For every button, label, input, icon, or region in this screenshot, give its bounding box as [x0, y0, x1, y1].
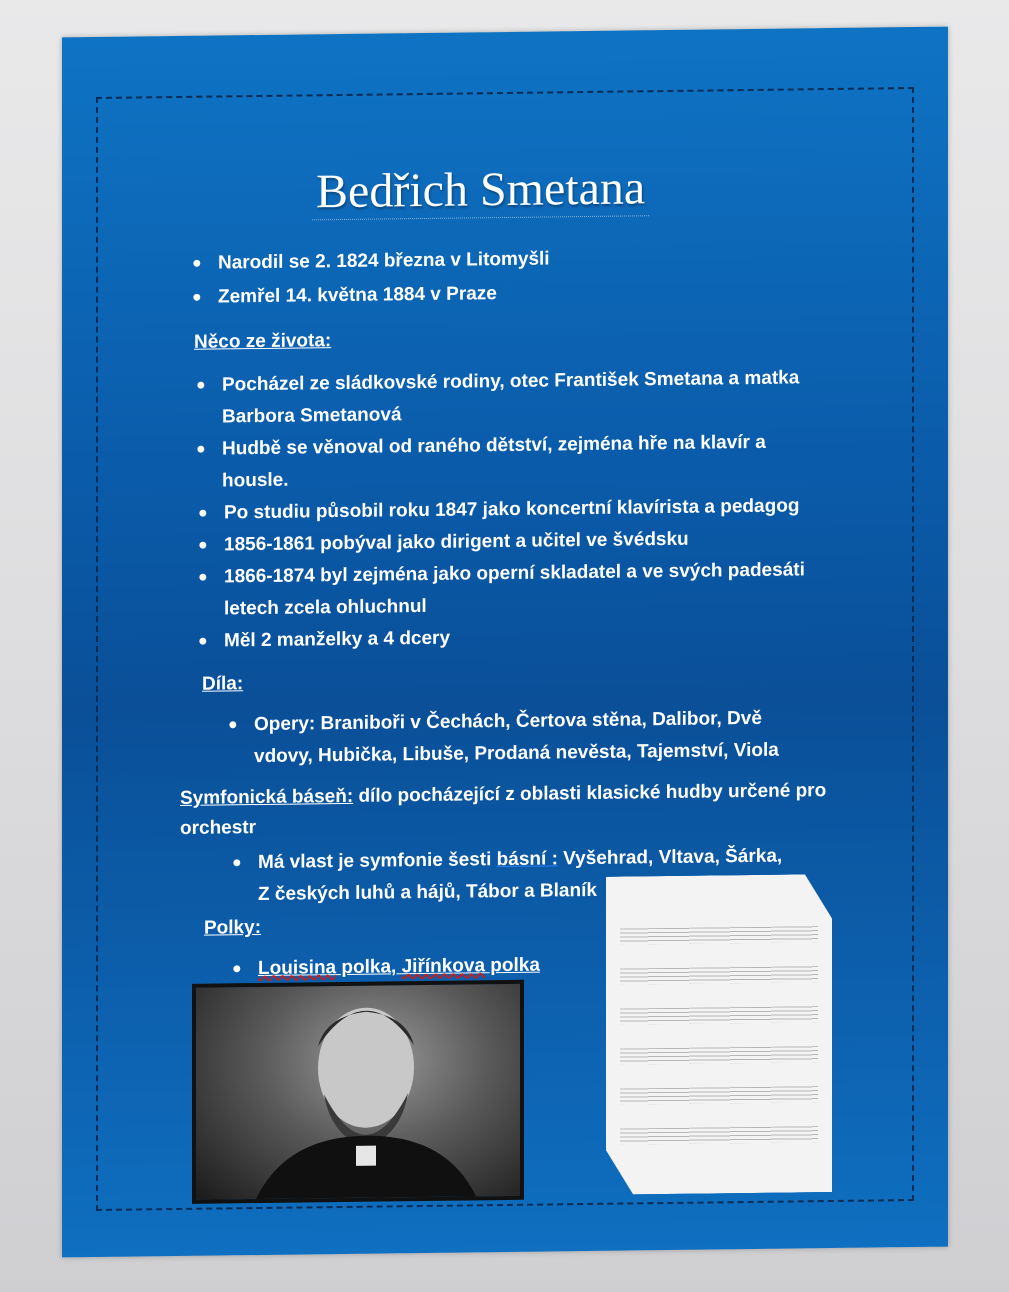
list-item: ● Louisina polka, Jiřínkova polka — [232, 954, 540, 980]
sheet-music-image — [606, 874, 832, 1195]
section-heading-works: Díla: — [202, 673, 244, 695]
portrait-drawing — [196, 984, 520, 1200]
page-content — [62, 27, 948, 1258]
section-heading-polkas: Polky: — [204, 916, 262, 939]
list-item: ● Měl 2 manželky a 4 dcery — [198, 627, 451, 652]
symphonic-paragraph: Symfonická báseň: dílo pocházející z oblasti klasické hudby určené pro orchestr — [180, 780, 827, 839]
list-item: ● 1856-1861 pobýval jako dirigent a učitel ve švédsku — [198, 528, 689, 556]
list-item: ● 1866-1874 byl zejména jako operní skladatel a ve svých padesáti letech zcela ohluchnul — [198, 559, 805, 620]
list-item: ● Po studiu působil roku 1847 jako koncertní klavírista a pedagog — [198, 495, 800, 524]
list-item: ● Má vlast je symfonie šesti básní : Vyšehrad, Vltava, Šárka, Z českých luhů a hájů, Tábor a Blaník — [232, 845, 783, 906]
list-item: ● Hudbě se věnoval od raného dětství, zejména hře na klavír a housle. — [196, 431, 766, 492]
document-page — [62, 27, 948, 1258]
composer-portrait-image — [192, 980, 524, 1204]
section-heading-life: Něco ze života: — [194, 330, 332, 353]
list-item: ● Opery: Braniboři v Čechách, Čertova stěna, Dalibor, Dvě vdovy, Hubička, Libuše, Prodaná nevěsta, Tajemství, Viola — [228, 707, 779, 768]
list-item: ● Zemřel 14. května 1884 v Praze — [192, 283, 497, 308]
list-item: ● Pocházel ze sládkovské rodiny, otec František Smetana a matka Barbora Smetanová — [196, 367, 800, 428]
section-heading-symphonic: Symfonická báseň: — [180, 785, 354, 809]
page-title: Bedřich Smetana — [312, 160, 649, 220]
list-item: ● Narodil se 2. 1824 března v Litomyšli — [192, 248, 550, 274]
